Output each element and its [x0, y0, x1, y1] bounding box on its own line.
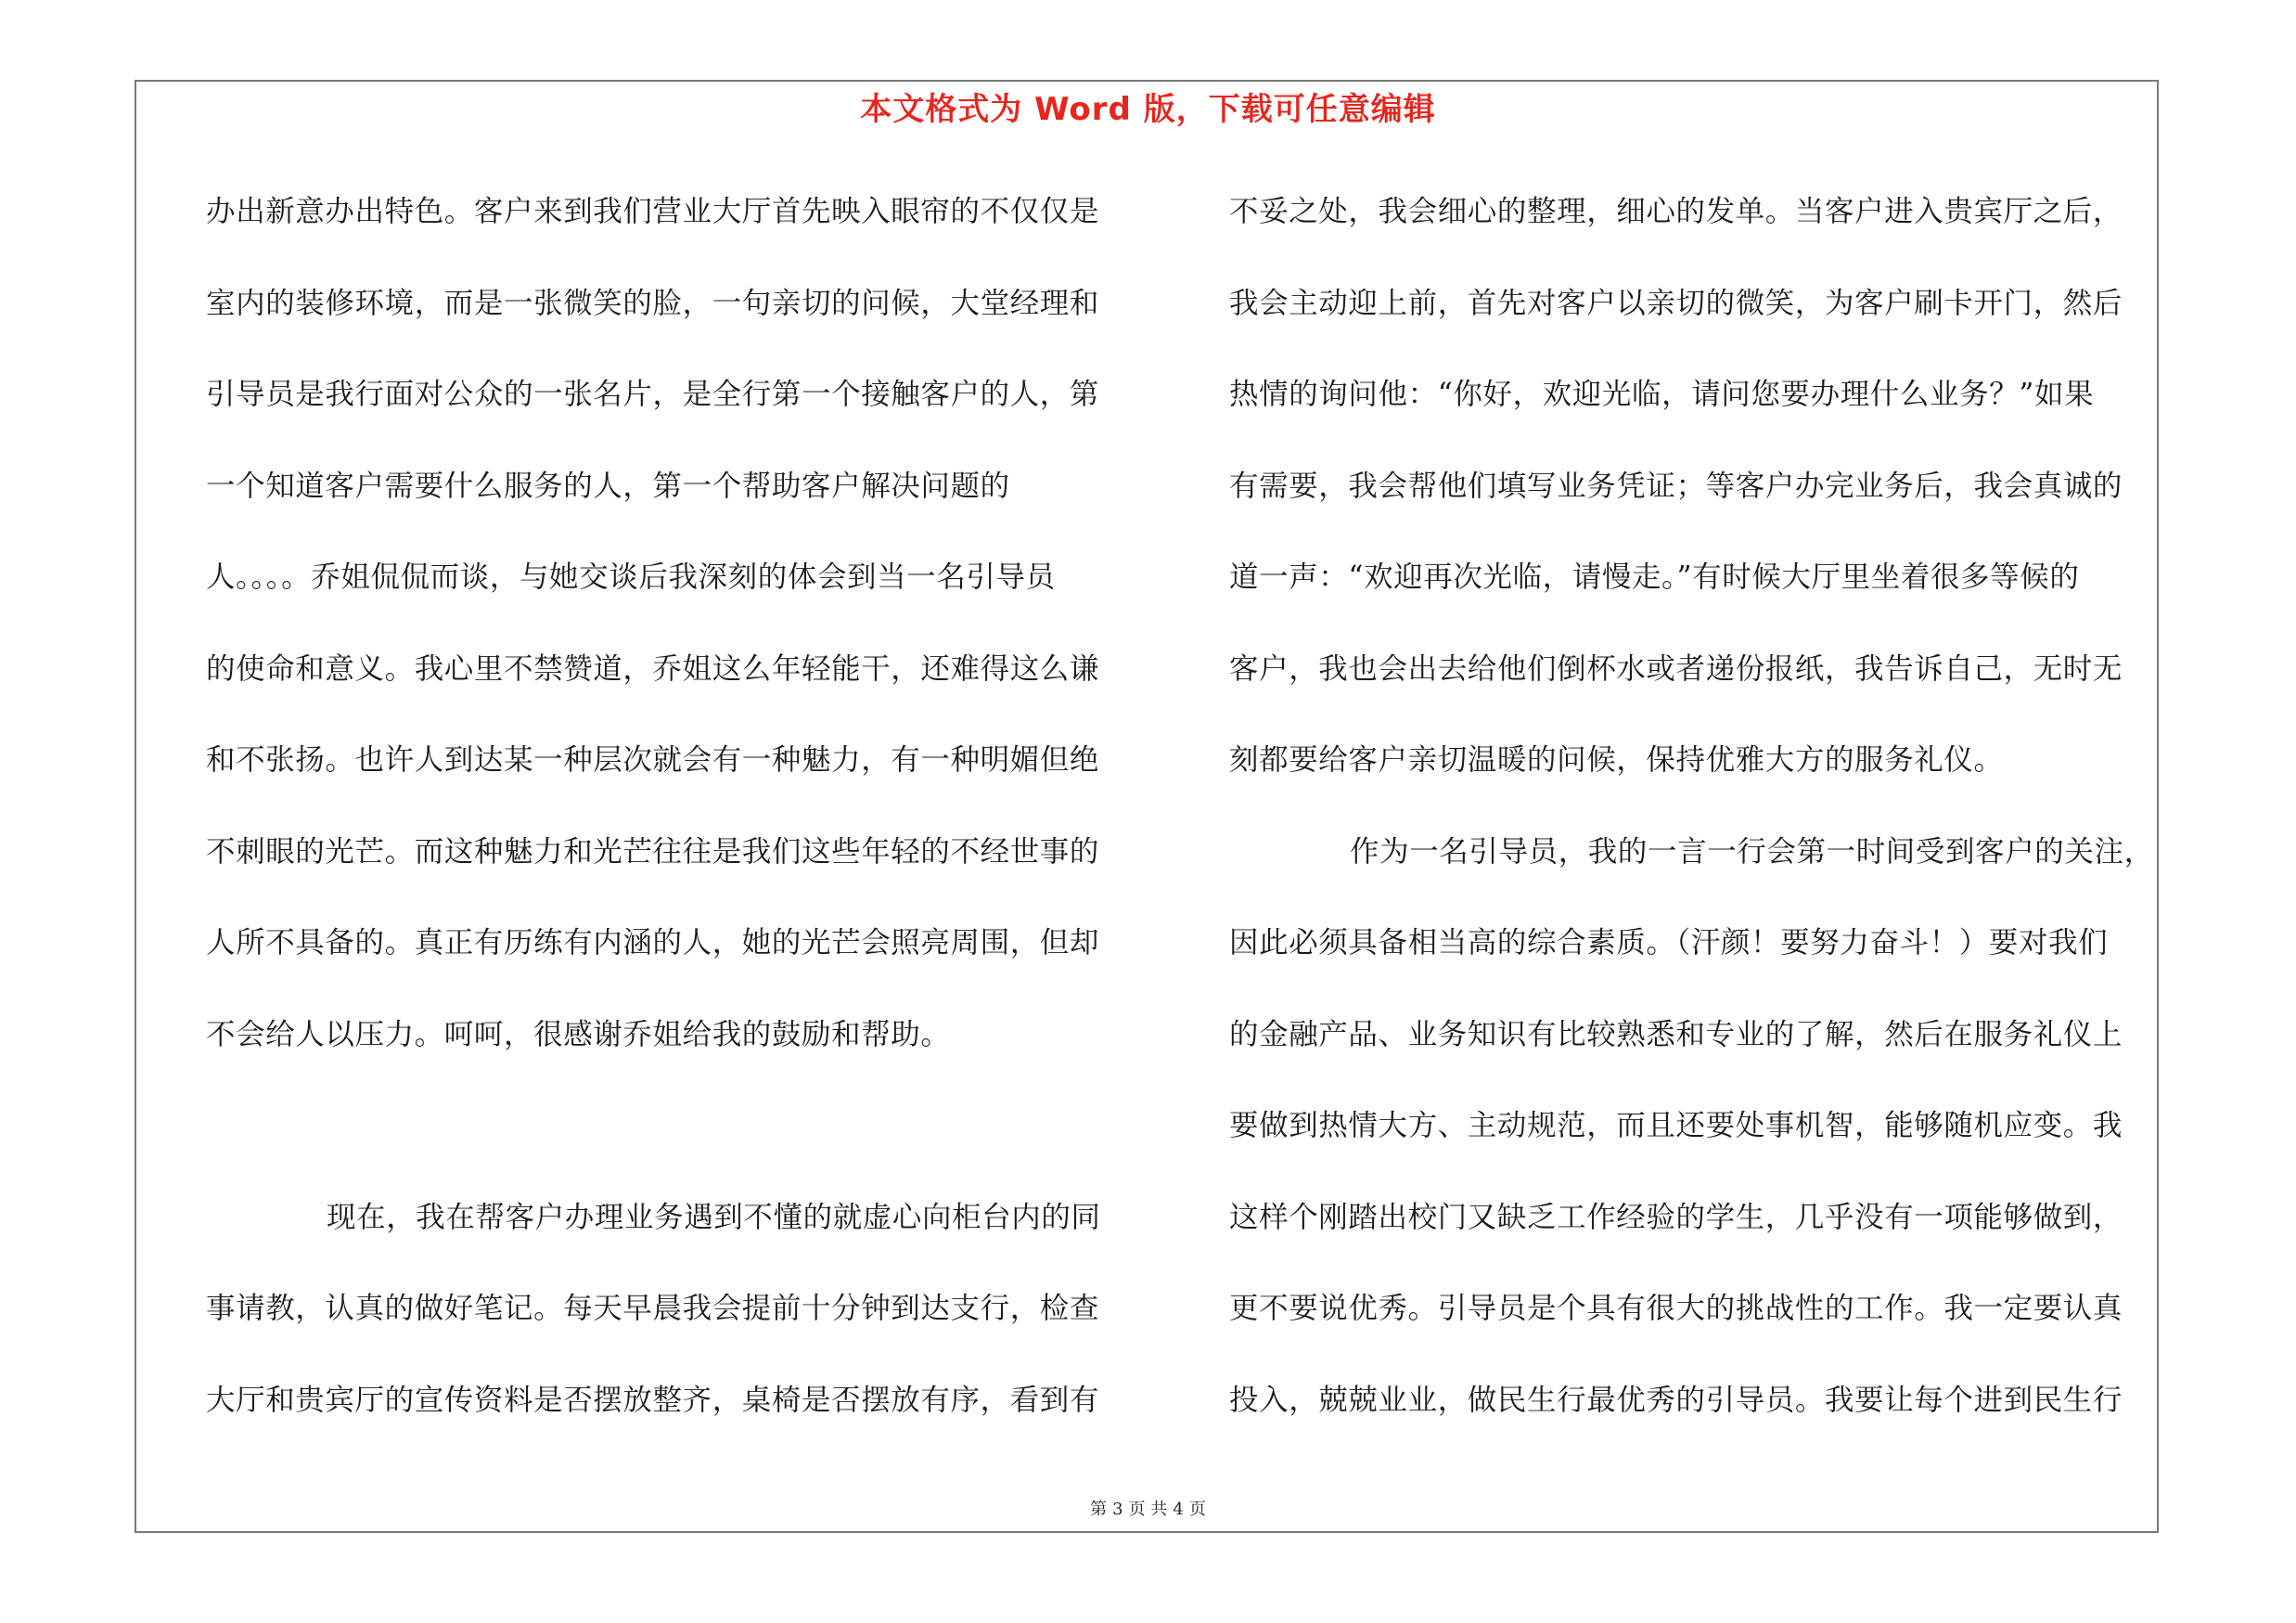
- page-number: 3: [1112, 1500, 1123, 1519]
- text-line: 要做到热情大方、主动规范，而且还要处事机智，能够随机应变。我: [1229, 1109, 2123, 1142]
- text-line: 客户，我也会出去给他们倒杯水或者递份报纸，我告诉自己，无时无: [1229, 651, 2123, 686]
- text-line: 这样个刚踏出校门又缺乏工作经验的学生，几乎没有一项能够做到，: [1229, 1200, 2123, 1234]
- text-line: 不会给人以压力。呵呵，很感谢乔姐给我的鼓励和帮助。: [206, 1017, 951, 1051]
- text-line: 有需要，我会帮他们填写业务凭证；等客户办完业务后，我会真诚的: [1229, 469, 2123, 503]
- text-line: 的金融产品、业务知识有比较熟悉和专业的了解，然后在服务礼仪上: [1229, 1017, 2123, 1051]
- text-line: 投入，兢兢业业，做民生行最优秀的引导员。我要让每个进到民生行: [1229, 1383, 2123, 1417]
- text-line: 人。。。。乔姐侃侃而谈，与她交谈后我深刻的体会到当一名引导员: [206, 560, 1056, 594]
- format-banner: 本文格式为 Word 版，下载可任意编辑: [860, 91, 1436, 128]
- paragraph-start-line: 作为一名引导员，我的一言一行会第一时间受到客户的关注，: [1350, 834, 2154, 869]
- text-line: 更不要说优秀。引导员是个具有很大的挑战性的工作。我一定要认真: [1229, 1292, 2123, 1325]
- text-line: 办出新意办出特色。客户来到我们营业大厅首先映入眼帘的不仅仅是: [206, 195, 1100, 228]
- paragraph-start-line: 现在，我在帮客户办理业务遇到不懂的就虚心向柜台内的同: [327, 1200, 1101, 1234]
- text-line: 不妥之处，我会细心的整理，细心的发单。当客户进入贵宾厅之后，: [1229, 195, 2123, 228]
- text-line: 道一声：“欢迎再次光临，请慢走。”有时候大厅里坐着很多等候的: [1229, 560, 2080, 594]
- page-total: 4: [1173, 1500, 1184, 1519]
- text-line: 人所不具备的。真正有历练有内涵的人，她的光芒会照亮周围，但却: [206, 926, 1100, 960]
- footer-suffix: 页: [1188, 1500, 1206, 1519]
- text-line: 我会主动迎上前，首先对客户以亲切的微笑，为客户刷卡开门，然后: [1229, 286, 2123, 320]
- text-line: 大厅和贵宾厅的宣传资料是否摆放整齐，桌椅是否摆放有序，看到有: [206, 1383, 1100, 1417]
- text-line: 和不张扬。也许人到达某一种层次就会有一种魅力，有一种明媚但绝: [206, 743, 1100, 777]
- text-line: 的使命和意义。我心里不禁赞道，乔姐这么年轻能干，还难得这么谦: [206, 651, 1100, 686]
- left-column: [206, 184, 1129, 1463]
- text-line: 不刺眼的光芒。而这种魅力和光芒往往是我们这些年轻的不经世事的: [206, 834, 1100, 869]
- page-footer: [0, 1496, 2296, 1520]
- footer-middle: 页 共: [1128, 1500, 1168, 1519]
- text-line: 事请教，认真的做好笔记。每天早晨我会提前十分钟到达支行，检查: [206, 1292, 1100, 1325]
- text-line: 一个知道客户需要什么服务的人，第一个帮助客户解决问题的: [206, 469, 1010, 503]
- footer-prefix: 第: [1090, 1500, 1108, 1519]
- text-line: 引导员是我行面对公众的一张名片，是全行第一个接触客户的人，第: [206, 378, 1100, 411]
- right-column: [1229, 184, 2152, 1463]
- text-line: 室内的装修环境，而是一张微笑的脸，一句亲切的问候，大堂经理和: [206, 286, 1100, 320]
- text-line: 热情的询问他：“你好，欢迎光临，请问您要办理什么业务？”如果: [1229, 378, 2095, 411]
- text-line: 刻都要给客户亲切温暖的问候，保持优雅大方的服务礼仪。: [1229, 743, 2004, 777]
- text-line: 因此必须具备相当高的综合素质。（汗颜！要努力奋斗！）要对我们: [1229, 926, 2109, 960]
- blank-line: [206, 1098, 1129, 1190]
